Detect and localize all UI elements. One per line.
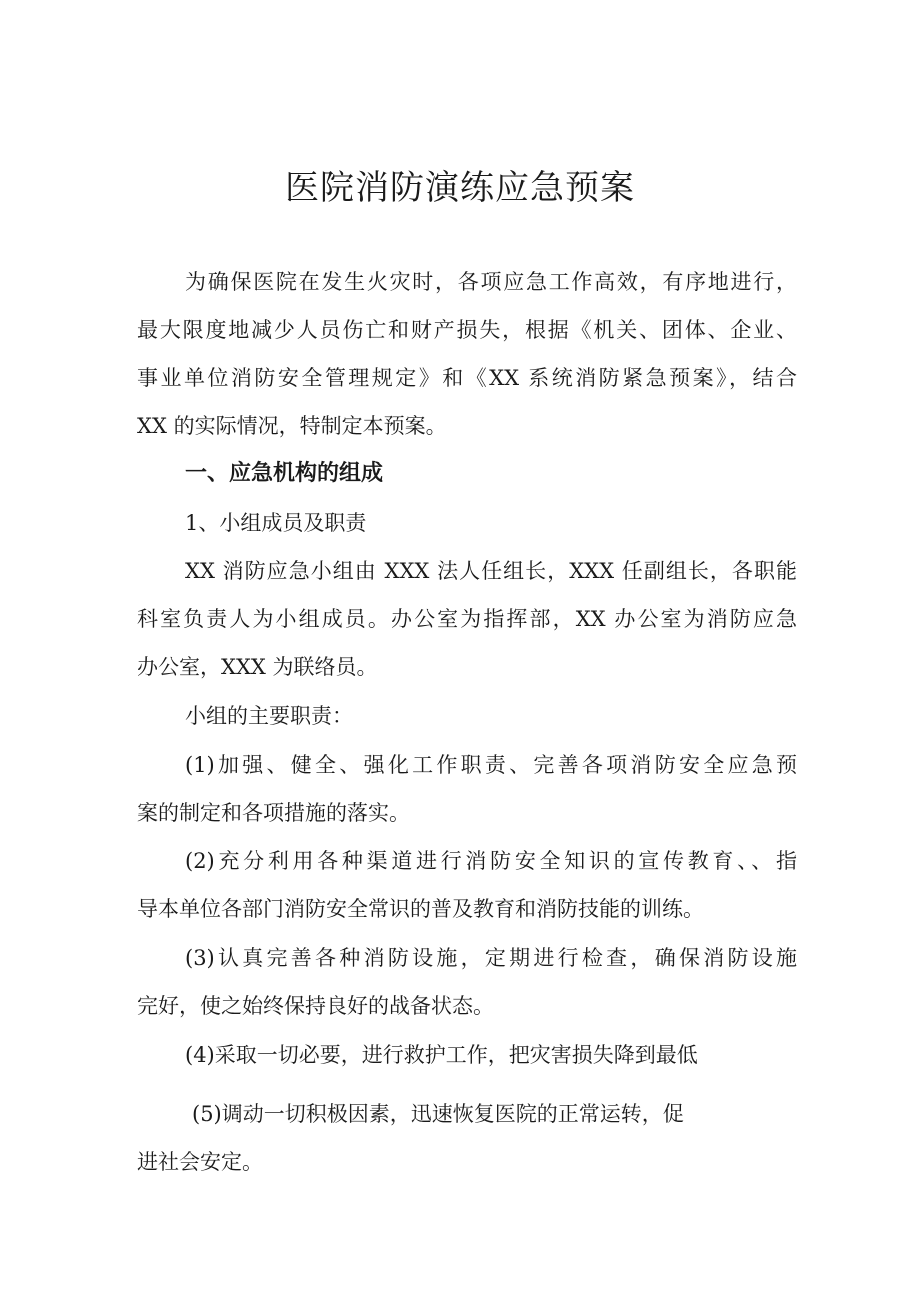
duty-1-line-2: 案的制定和各项措施的落实。: [137, 801, 410, 825]
intro-line-3: 事业单位消防安全管理规定》和《XX 系统消防紧急预案》，结合: [137, 366, 797, 390]
duty-4-line: (4)采取一切必要，进行救护工作，把灾害损失降到最低: [185, 1043, 698, 1067]
intro-line-4: XX 的实际情况，特制定本预案。: [137, 414, 447, 438]
duty-1-line-1: (1)加强、健全、强化工作职责、完善各项消防安全应急预: [185, 753, 797, 777]
intro-line-1: 为确保医院在发生火灾时，各项应急工作高效，有序地进行，: [185, 270, 797, 294]
duty-2-line-1: (2)充分利用各种渠道进行消防安全知识的宣传教育、、指: [185, 849, 797, 873]
members-line-3: 办公室，XXX 为联络员。: [137, 655, 378, 679]
duty-3-line-2: 完好，使之始终保持良好的战备状态。: [137, 994, 494, 1018]
intro-line-2: 最大限度地减少人员伤亡和财产损失，根据《机关、团体、企业、: [137, 318, 797, 342]
duty-3-line-1: (3)认真完善各种消防设施，定期进行检查，确保消防设施: [185, 946, 797, 970]
page-title: 医院消防演练应急预案: [285, 168, 635, 208]
duties-heading: 小组的主要职责：: [185, 704, 353, 728]
duty-5-line-2: 进社会安定。: [137, 1150, 263, 1174]
duty-2-line-2: 导本单位各部门消防安全常识的普及教育和消防技能的训练。: [137, 897, 704, 921]
subsection-heading-members: 1、小组成员及职责: [185, 511, 367, 535]
members-line-1: XX 消防应急小组由 XXX 法人任组长，XXX 任副组长，各职能: [185, 559, 797, 583]
section-heading-organization: 一、应急机构的组成: [185, 461, 384, 486]
members-line-2: 科室负责人为小组成员。办公室为指挥部，XX 办公室为消防应急: [137, 607, 797, 631]
duty-5-line-1: (5)调动一切积极因素，迅速恢复医院的正常运转，促: [192, 1102, 684, 1126]
